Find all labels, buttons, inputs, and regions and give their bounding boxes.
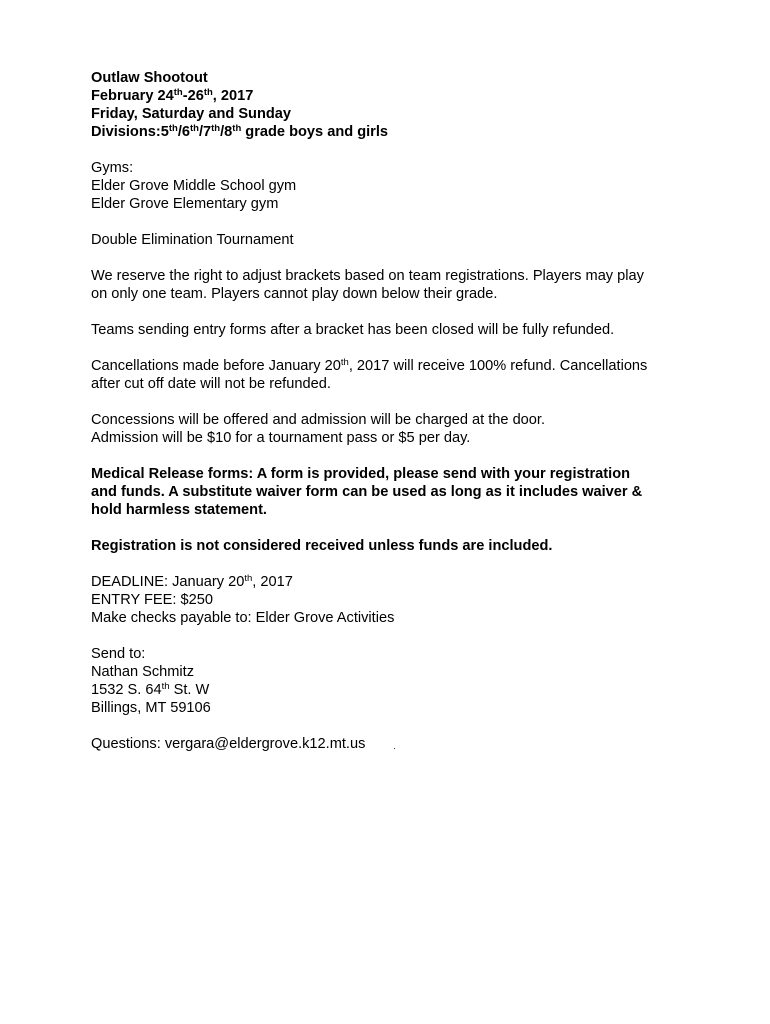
admission-text: Admission will be $10 for a tournament pass or $5 per day.: [91, 430, 471, 446]
tournament-format: Double Elimination Tournament: [91, 232, 294, 248]
entry-fee-text: ENTRY FEE: $250: [91, 592, 213, 608]
gyms-label: Gyms:: [91, 160, 134, 176]
rules-text: on only one team. Players cannot play down below their grade.: [91, 286, 498, 302]
questions-email: Questions: vergara@eldergrove.k12.mt.us: [91, 736, 366, 752]
send-to-label: Send to:: [91, 646, 146, 662]
cancellation-text: Cancellations made before January 20th, 2017 will receive 100% refund. Cancellations: [91, 357, 648, 374]
event-days: Friday, Saturday and Sunday: [91, 106, 292, 122]
medical-release-text: Medical Release forms: A form is provided, please send with your registration: [91, 466, 631, 482]
registration-note: Registration is not considered received unless funds are included.: [91, 538, 553, 554]
event-title: Outlaw Shootout: [91, 70, 208, 86]
stray-mark: .: [393, 741, 396, 751]
gym-item: Elder Grove Middle School gym: [91, 178, 297, 194]
deadline-text: DEADLINE: January 20th, 2017: [91, 573, 293, 590]
medical-release-text: and funds. A substitute waiver form can be used as long as it includes waiver &: [91, 484, 643, 500]
concessions-text: Concessions will be offered and admission will be charged at the door.: [91, 412, 546, 428]
send-to-name: Nathan Schmitz: [91, 664, 195, 680]
send-to-street: 1532 S. 64th St. W: [91, 681, 210, 698]
refund-closed-text: Teams sending entry forms after a bracket has been closed will be fully refunded.: [91, 322, 615, 338]
medical-release-text: hold harmless statement.: [91, 502, 267, 518]
event-dates: February 24th-26th, 2017: [91, 87, 254, 104]
rules-text: We reserve the right to adjust brackets based on team registrations. Players may play: [91, 268, 644, 284]
checks-payable-text: Make checks payable to: Elder Grove Activities: [91, 610, 395, 626]
event-divisions: Divisions:5th/6th/7th/8th grade boys and girls: [91, 123, 389, 140]
gym-item: Elder Grove Elementary gym: [91, 196, 279, 212]
cancellation-text: after cut off date will not be refunded.: [91, 376, 331, 392]
send-to-city: Billings, MT 59106: [91, 700, 211, 716]
questions-contact: [91, 735, 691, 753]
document-body: [91, 69, 691, 753]
